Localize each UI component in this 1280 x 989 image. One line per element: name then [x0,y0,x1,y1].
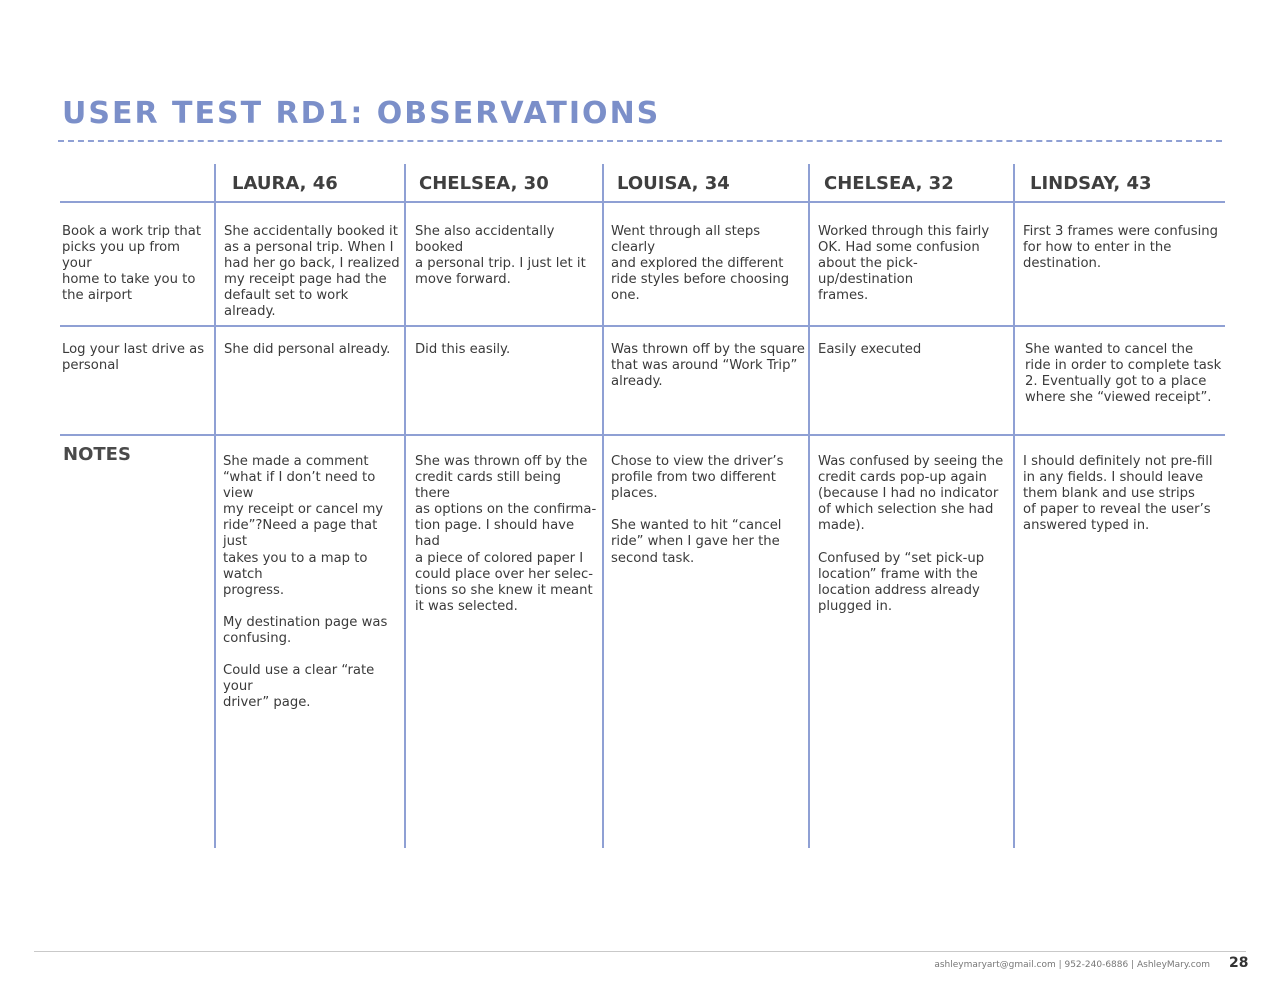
table-cell: She was thrown off by the credit cards still being there as options on the confirma- tion page. I should have had a piece of colored paper I could place over her selec- tions so she knew it meant it was selected. [415,454,597,614]
table-cell: Was confused by seeing the credit cards pop-up again (because I had no indicator of which selection she had made). Confused by “set pick-up location” frame with the location address already plugged in. [818,454,1004,614]
column-header-chelsea-32: CHELSEA, 32 [824,173,954,194]
table-cell: She made a comment “what if I don’t need to view my receipt or cancel my ride”?Need a page that just takes you to a map to watch progress. My destination page was confusing. Could use a clear “rate your driver” page. [223,454,388,711]
table-cell: Chose to view the driver’s profile from two different places. She wanted to hit “cancel ride” when I gave her the second task. [611,454,784,566]
table-cell: I should definitely not pre-fill in any fields. I should leave them blank and use strips of paper to reveal the user’s answered typed in. [1023,454,1213,534]
task-label-log-last-drive: Log your last drive as personal [62,342,205,374]
table-cell: Easily executed [818,342,922,357]
table-cell: First 3 frames were confusing for how to enter in the destination. [1023,224,1218,272]
table-cell: Went through all steps clearly and explored the different ride styles before choosing one. [611,224,790,304]
row-rule [60,434,1225,436]
column-divider [808,164,810,848]
column-header-lindsay: LINDSAY, 43 [1030,173,1152,194]
column-divider [1013,164,1015,848]
table-cell: Was thrown off by the square that was around “Work Trip” already. [611,342,805,390]
notes-label: NOTES [63,444,131,465]
table-cell: She wanted to cancel the ride in order to complete task 2. Eventually got to a place where she “viewed receipt”. [1025,342,1222,406]
page-number: 28 [1229,955,1249,971]
column-divider [404,164,406,848]
table-cell: She accidentally booked it as a personal trip. When I had her go back, I realized my receipt page had the default set to work already. [224,224,400,320]
column-divider [214,164,216,848]
page-title: USER TEST RD1: OBSERVATIONS [62,96,661,131]
column-divider [602,164,604,848]
task-label-book-work-trip: Book a work trip that picks you up from your home to take you to the airport [62,224,201,304]
footer-contact: ashleymaryart@gmail.com | 952-240-6886 | AshleyMary.com [934,960,1210,970]
table-cell: Worked through this fairly OK. Had some confusion about the pick-up/destination frames. [818,224,990,304]
table-cell: She also accidentally booked a personal trip. I just let it move forward. [415,224,586,288]
row-rule [60,325,1225,327]
header-rule [60,201,1225,203]
footer-rule [34,951,1246,952]
column-header-louisa: LOUISA, 34 [617,173,730,194]
table-cell: She did personal already. [224,342,391,357]
column-header-laura: LAURA, 46 [232,173,338,194]
column-header-chelsea-30: CHELSEA, 30 [419,173,549,194]
table-cell: Did this easily. [415,342,511,357]
